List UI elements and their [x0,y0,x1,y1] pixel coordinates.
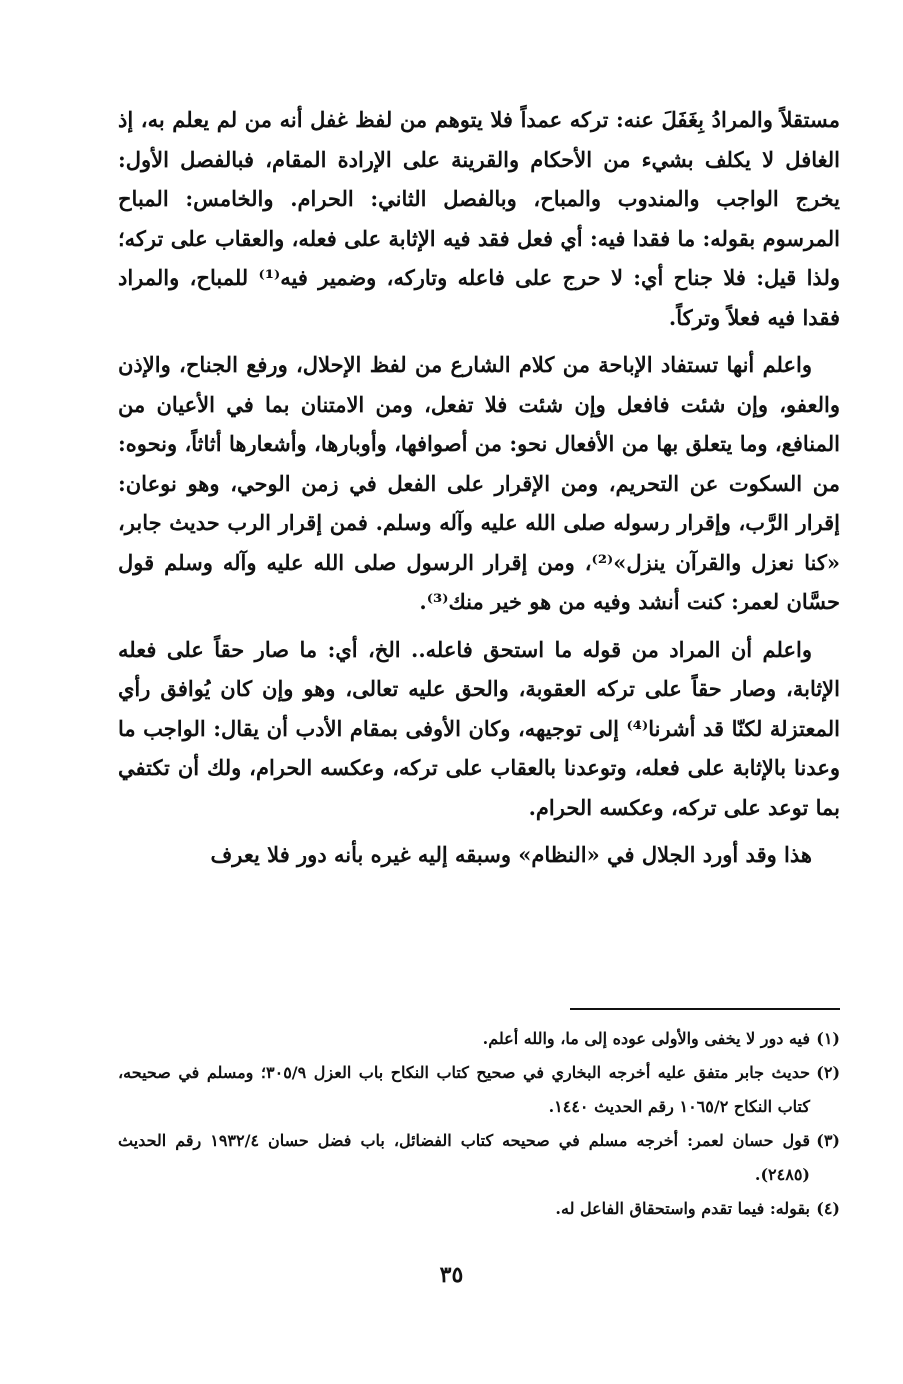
footnote-4 [118,1192,840,1226]
paragraph-2: واعلم أنها تستفاد الإباحة من كلام الشارع من لفظ الإحلال، ورفع الجناح، والإذن والعفو، وإن شئت فافعل وإن شئت فلا تفعل، ومن الامتنان بما في الأعيان من المنافع، وما يتعلق بها من الأفعال نحو: من أصوافها، وأوبارها، وأشعارها أثاثاً، ونحوه: من السكوت عن التحريم، ومن الإقرار على الفعل في زمن الوحي، وهو نوعان: إقرار الرَّب، وإقرار رسوله صلى الله عليه وآله وسلم. فمن إقرار الرب حديث جابر، «كنا نعزل والقرآن ينزل»⁽²⁾، ومن إقرار الرسول صلى الله عليه وآله وسلم قول حسَّان لعمر: كنت أنشد وفيه من هو خير منك⁽³⁾. [118,352,841,614]
footnote-2-text: حديث جابر متفق عليه أخرجه البخاري في صحيح كتاب النكاح باب العزل ٣٠٥/٩؛ ومسلم في صحيحه، كتاب النكاح ١٠٦٥/٢ رقم الحديث ١٤٤٠. [118,1063,811,1116]
footnote-separator [570,1008,840,1010]
footnote-2 [118,1056,840,1124]
footnote-1-text: فيه دور لا يخفى والأولى عوده إلى ما، والله أعلم. [482,1029,810,1048]
footnote-3-text: قول حسان لعمر: أخرجه مسلم في صحيحه كتاب الفضائل، باب فضل حسان ١٩٣٢/٤ رقم الحديث (٢٤٨٥). [118,1131,810,1184]
footnote-4-mark: (٤) [816,1199,840,1218]
paragraph-3: واعلم أن المراد من قوله ما استحق فاعله.. الخ، أي: ما صار حقاً على فعله الإثابة، وصار حقاً على تركه العقوبة، والحق عليه تعالى، وهو وإن كان يُوافق رأي المعتزلة لكنّا قد أشرنا⁽⁴⁾ إلى توجيهه، وكان الأوفى بمقام الأدب أن يقال: الواجب ما وعدنا بالإثابة على فعله، وتوعدنا بالعقاب على تركه، وعكسه الحرام، ولك أن تكتفي بما توعد على تركه، وعكسه الحرام. [118,636,840,820]
footnote-1-mark: (١) [816,1029,840,1048]
main-text-body [118,100,840,875]
paragraph-4: هذا وقد أورد الجلال في «النظام» وسبقه إليه غيره بأنه دور فلا يعرف [210,842,812,867]
footnote-3-mark: (٣) [816,1131,840,1150]
footnote-2-mark: (٢) [816,1063,841,1082]
footnote-3 [118,1124,840,1192]
footnotes-section [118,1022,840,1226]
page-number: ٣٥ [439,1262,464,1288]
footnote-1 [118,1022,840,1056]
paragraph-1: مستقلاً والمرادُ بِغَفَلَ عنه: تركه عمداً فلا يتوهم من لفظ غفل أنه من لم يعلم به، إذ الغافل لا يكلف بشيء من الأحكام والقرينة على الإرادة المقام، فبالفصل الأول: يخرج الواجب والمندوب والمباح، وبالفصل الثاني: الحرام. والخامس: المباح المرسوم بقوله: ما فقدا فيه: أي فعل فقد فيه الإثابة على فعله، والعقاب على تركه؛ ولذا قيل: فلا جناح أي: لا حرج على فاعله وتاركه، وضمير فيه⁽¹⁾ للمباح، والمراد فقدا فيه فعلاً وتركاً. [118,107,840,330]
footnote-4-text: بقوله: فيما تقدم واستحقاق الفاعل له. [555,1199,810,1218]
